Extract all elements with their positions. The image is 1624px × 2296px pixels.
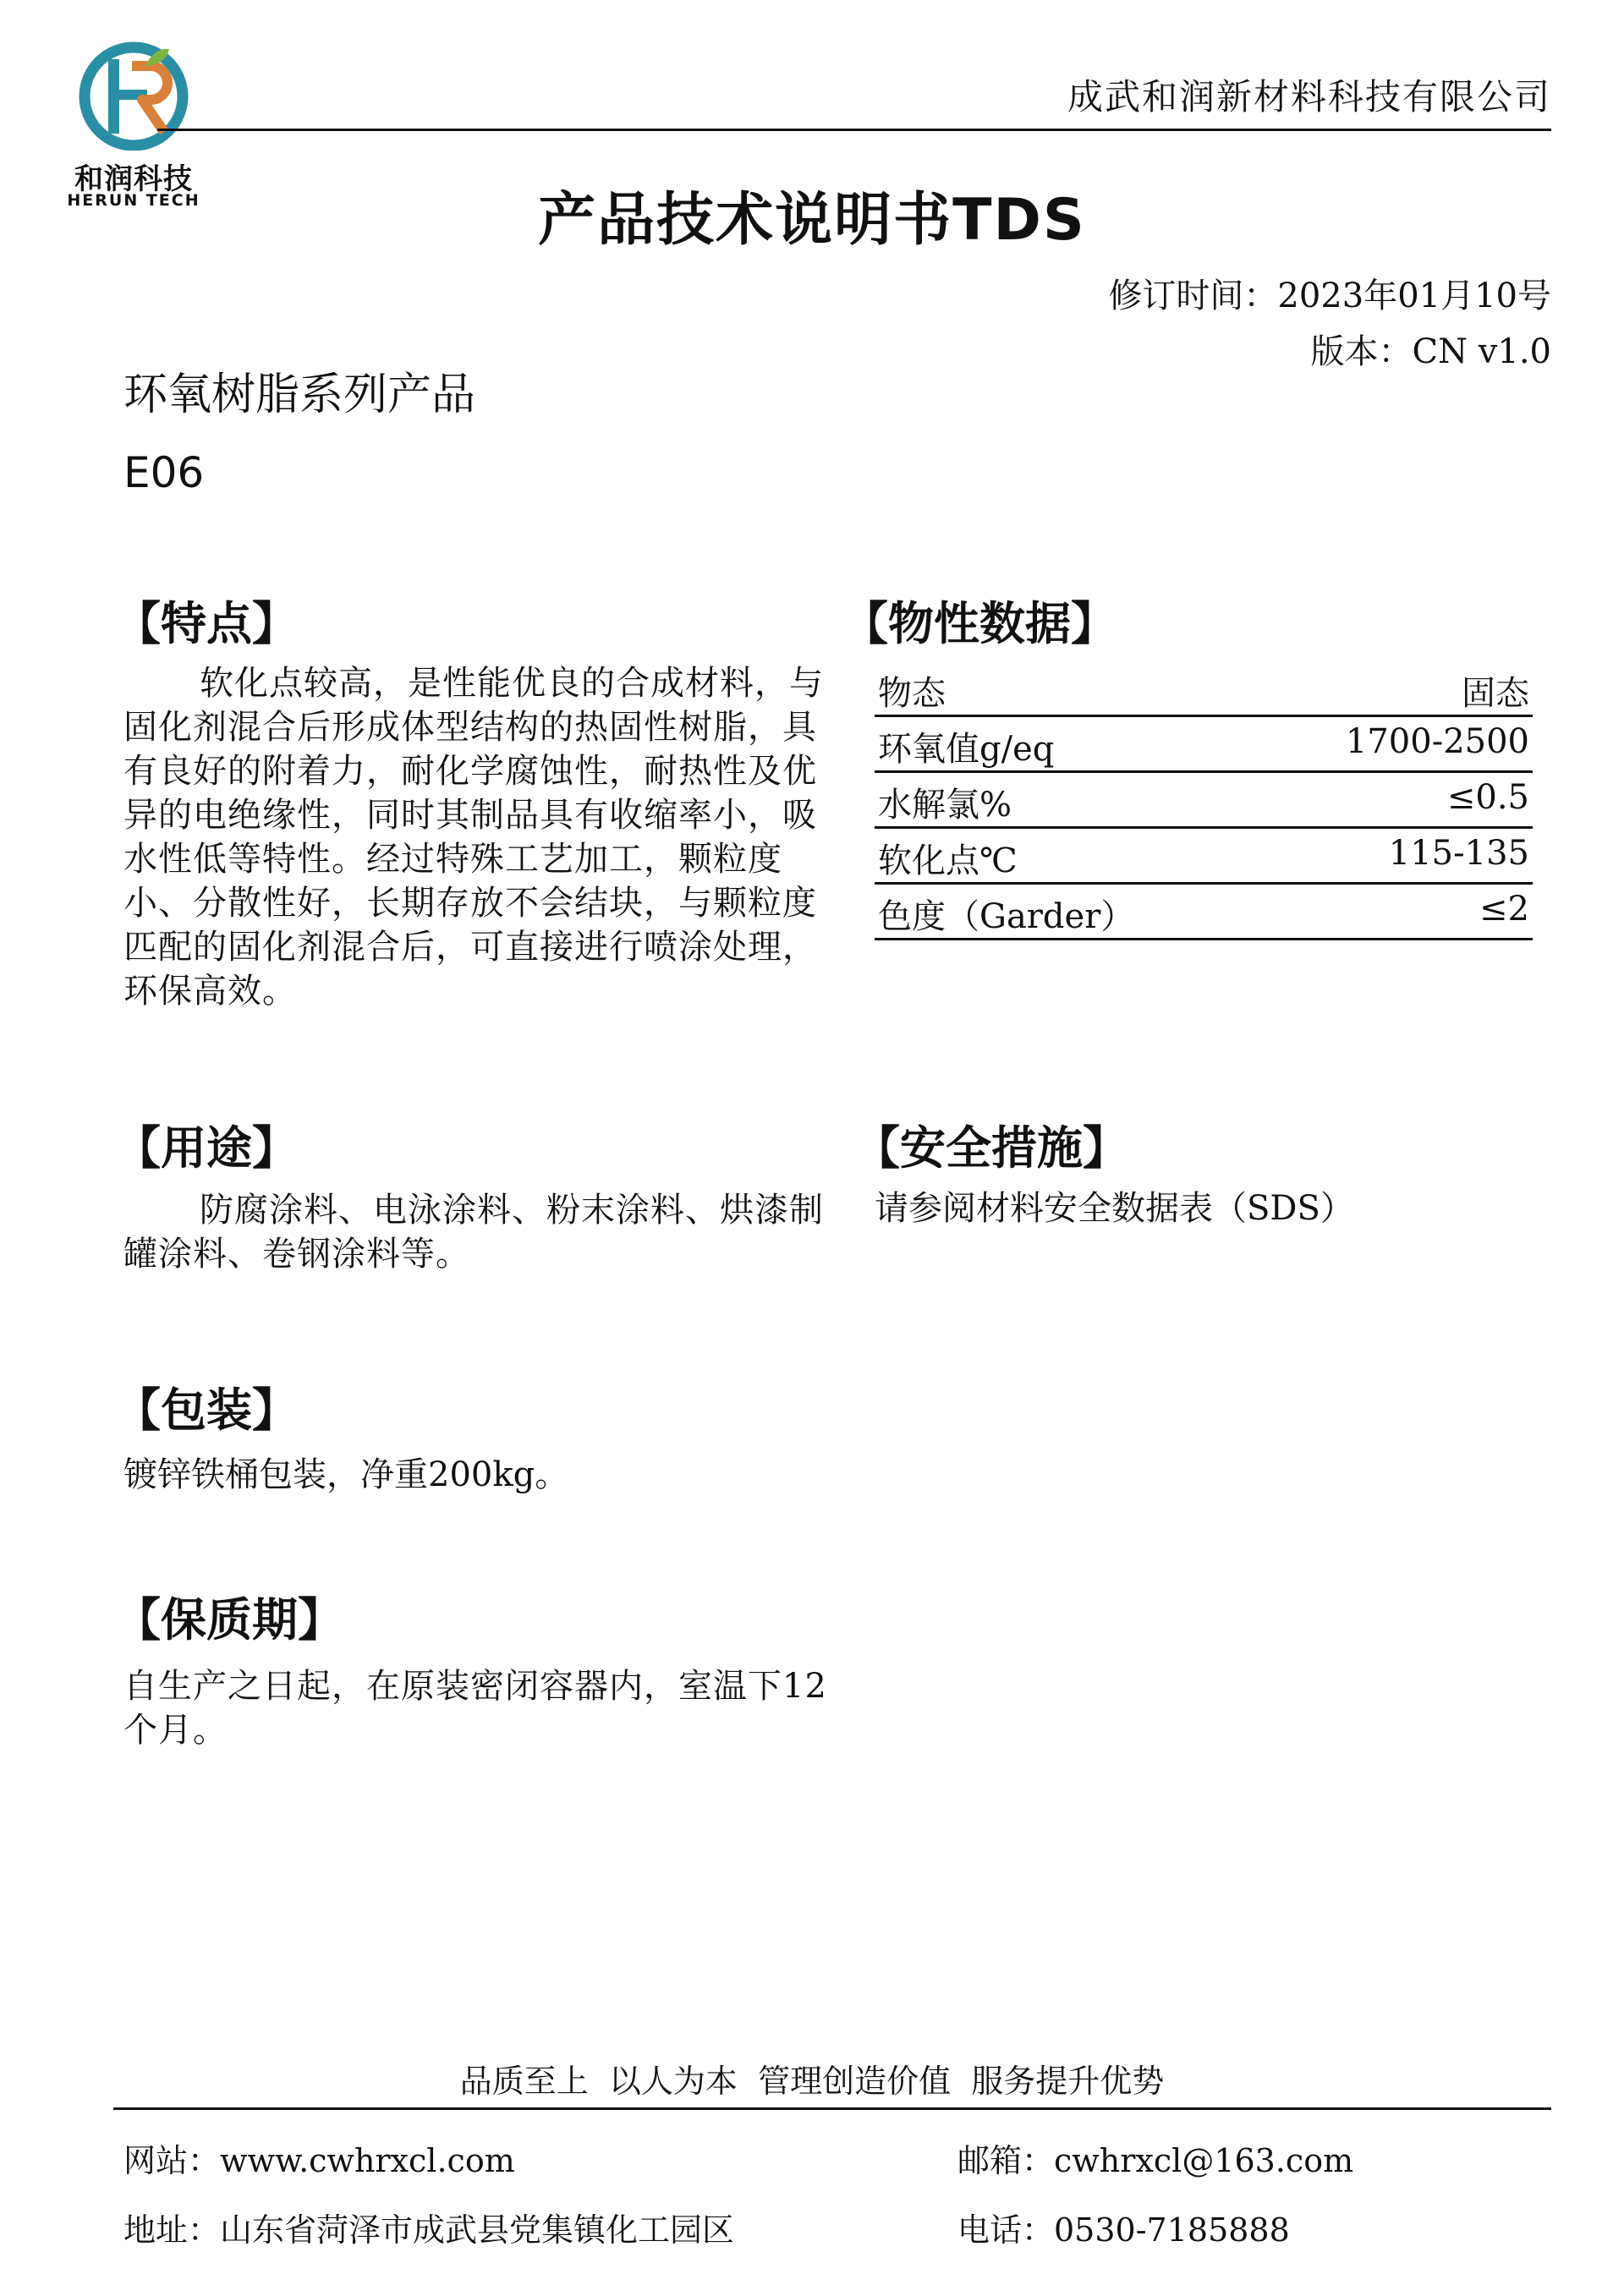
property-label: 软化点℃ bbox=[878, 841, 1018, 880]
table-row bbox=[875, 661, 1533, 717]
physical-data-table bbox=[875, 661, 1533, 940]
document-title: 产品技术说明书TDS bbox=[538, 187, 1086, 254]
website-link[interactable]: 网站：www.cwhrxcl.com bbox=[123, 2142, 515, 2179]
property-label: 物态 bbox=[878, 674, 946, 713]
features-text: 软化点较高，是性能优良的合成材料，与固化剂混合后形成体型结构的热固性树脂，具有良好的附着力，耐化学腐蚀性，耐热性及优异的电绝缘性，同时其制品具有收缩率小，吸水性低等特性。经过特殊工艺加工，颗粒度小、分散性好，长期存放不会结块，与颗粒度匹配的固化剂混合后，可直接进行喷涂处理，环保高效。 bbox=[123, 664, 824, 1011]
table-row bbox=[875, 773, 1533, 829]
usage-text: 防腐涂料、电泳涂料、粉末涂料、烘漆制罐涂料、卷钢涂料等。 bbox=[123, 1191, 824, 1274]
herun-logo-icon bbox=[73, 41, 200, 151]
footer-divider bbox=[113, 2107, 1551, 2110]
table-row bbox=[875, 717, 1533, 773]
email-link[interactable]: 邮箱：cwhrxcl@163.com bbox=[957, 2142, 1354, 2179]
property-value: 115-135 bbox=[1388, 834, 1529, 873]
table-row bbox=[875, 885, 1533, 940]
company-name: 成武和润新材料科技有限公司 bbox=[1067, 76, 1551, 118]
physical-data-heading: 【物性数据】 bbox=[842, 597, 1116, 650]
features-heading: 【特点】 bbox=[115, 597, 298, 650]
property-label: 色度（Garder） bbox=[878, 897, 1135, 936]
usage-heading: 【用途】 bbox=[115, 1121, 298, 1175]
version-label: 版本：CN v1.0 bbox=[1310, 332, 1551, 371]
logo-name-cn: 和润科技 bbox=[74, 162, 193, 196]
shelf-life-text: 自生产之日起，在原装密闭容器内，室温下12个月。 bbox=[123, 1667, 827, 1750]
safety-text: 请参阅材料安全数据表（SDS） bbox=[875, 1189, 1354, 1228]
phone-text: 电话：0530-7185888 bbox=[957, 2211, 1290, 2249]
property-label: 环氧值g/eq bbox=[878, 730, 1055, 769]
property-value: 1700-2500 bbox=[1345, 722, 1529, 761]
property-label: 水解氯% bbox=[878, 786, 1012, 825]
header-divider bbox=[157, 129, 1551, 131]
property-value: 固态 bbox=[1462, 674, 1529, 713]
logo-name-en: HERUN TECH bbox=[67, 191, 200, 210]
packaging-heading: 【包装】 bbox=[115, 1384, 298, 1437]
property-value: ≤0.5 bbox=[1446, 778, 1529, 817]
product-series: 环氧树脂系列产品 bbox=[123, 370, 476, 420]
company-slogan: 品质至上 以人为本 管理创造价值 服务提升优势 bbox=[459, 2063, 1165, 2100]
safety-heading: 【安全措施】 bbox=[854, 1121, 1128, 1175]
address-text: 地址：山东省菏泽市成武县党集镇化工园区 bbox=[123, 2211, 735, 2249]
product-model: E06 bbox=[123, 448, 205, 497]
packaging-text: 镀锌铁桶包装，净重200kg。 bbox=[123, 1455, 569, 1494]
property-value: ≤2 bbox=[1479, 890, 1529, 929]
revision-date: 修订时间：2023年01月10号 bbox=[1108, 277, 1551, 315]
shelf-life-heading: 【保质期】 bbox=[115, 1593, 343, 1647]
table-row bbox=[875, 829, 1533, 885]
